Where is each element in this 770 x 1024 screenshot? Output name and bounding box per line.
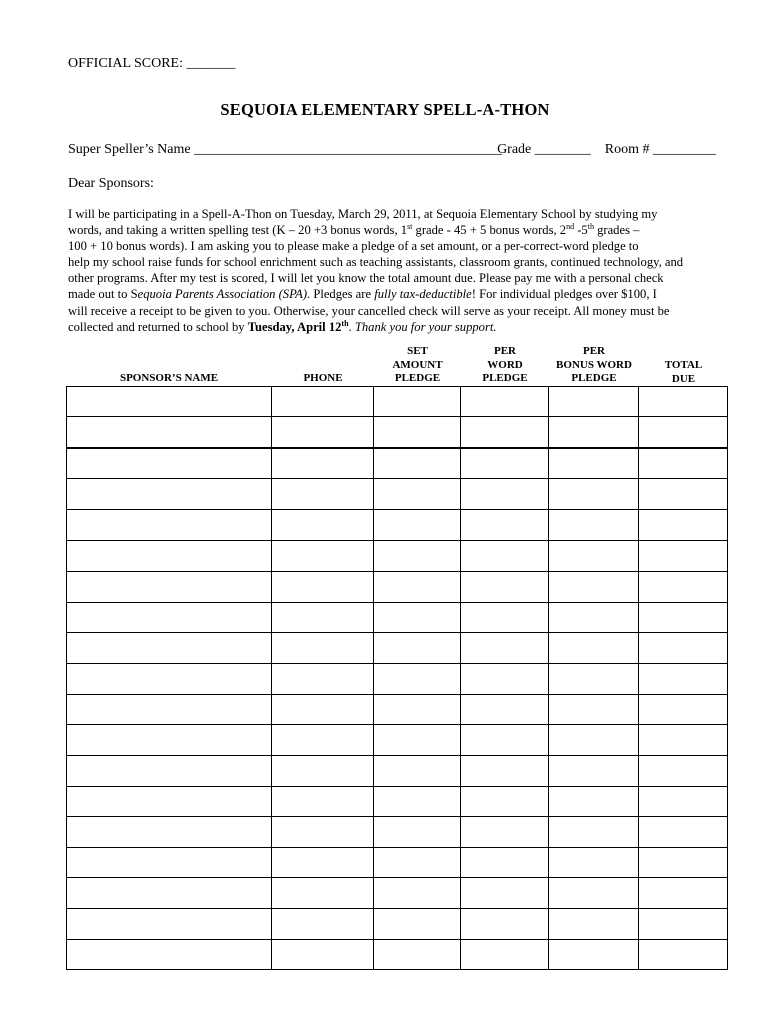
table-divider xyxy=(373,386,374,970)
letter-line: will receive a receipt to be given to you. Otherwise, your cancelled check will serve as your receipt. All money must be xyxy=(68,303,670,318)
letter-line: made out to Sequoia Parents Association (SPA). Pledges are fully tax-deductible! For individual pledges over $100, I xyxy=(68,287,657,302)
table-row-line xyxy=(66,447,728,449)
header-per-word: PER WORD PLEDGE xyxy=(482,345,528,384)
header-phone: PHONE xyxy=(303,372,343,384)
table-row-line xyxy=(66,786,728,787)
letter-body xyxy=(68,206,728,335)
table-row-line xyxy=(66,571,728,572)
table-row-line xyxy=(66,478,728,479)
table-row-line xyxy=(66,540,728,541)
header-sponsor-name: SPONSOR’S NAME xyxy=(119,372,219,384)
table-row-line xyxy=(66,847,728,848)
table-row-line xyxy=(66,663,728,664)
pledge-table[interactable] xyxy=(66,386,728,970)
speller-name-label: Super Speller’s Name ____________________________________________ xyxy=(68,142,503,157)
table-row-line xyxy=(66,724,728,725)
salutation: Dear Sponsors: xyxy=(68,176,154,191)
page-title: SEQUOIA ELEMENTARY SPELL-A-THON xyxy=(220,100,550,119)
table-row-line xyxy=(66,602,728,603)
table-row-line xyxy=(66,632,728,633)
header-total-due: TOTAL DUE xyxy=(664,359,703,385)
letter-line: help my school raise funds for school enrichment such as teaching assistants, classroom grants, continued technology, and xyxy=(68,255,684,270)
table-row-line xyxy=(66,877,728,878)
table-row-line xyxy=(66,908,728,909)
header-per-bonus-word: PER BONUS WORD PLEDGE xyxy=(556,345,632,384)
letter-line: words, and taking a written spelling test (K – 20 +3 bonus words, 1st grade - 45 + 5 bonus words, 2nd -5th grades – xyxy=(68,221,640,238)
table-divider xyxy=(271,386,272,970)
table-divider xyxy=(460,386,461,970)
grade-room-field[interactable]: Grade ________ Room # _________ xyxy=(497,142,716,157)
official-score: OFFICIAL SCORE: _______ xyxy=(68,56,236,71)
letter-line: other programs. After my test is scored, I will let you know the total amount due. Please pay me with a personal check xyxy=(68,271,664,286)
letter-line: I will be participating in a Spell-A-Thon on Tuesday, March 29, 2011, at Sequoia Elementary School by studying my xyxy=(68,207,658,221)
table-row-line xyxy=(66,816,728,817)
header-set-amount: SET AMOUNT PLEDGE xyxy=(392,345,443,384)
table-row-line xyxy=(66,416,728,417)
table-divider xyxy=(548,386,549,970)
letter-line: 100 + 10 bonus words). I am asking you to please make a pledge of a set amount, or a per-correct-word pledge to xyxy=(68,239,639,254)
table-row-line xyxy=(66,755,728,756)
table-divider xyxy=(638,386,639,970)
table-row-line xyxy=(66,939,728,940)
letter-line: collected and returned to school by Tuesday, April 12th. Thank you for your support. xyxy=(68,318,497,334)
table-row-line xyxy=(66,694,728,695)
table-row-line xyxy=(66,509,728,510)
